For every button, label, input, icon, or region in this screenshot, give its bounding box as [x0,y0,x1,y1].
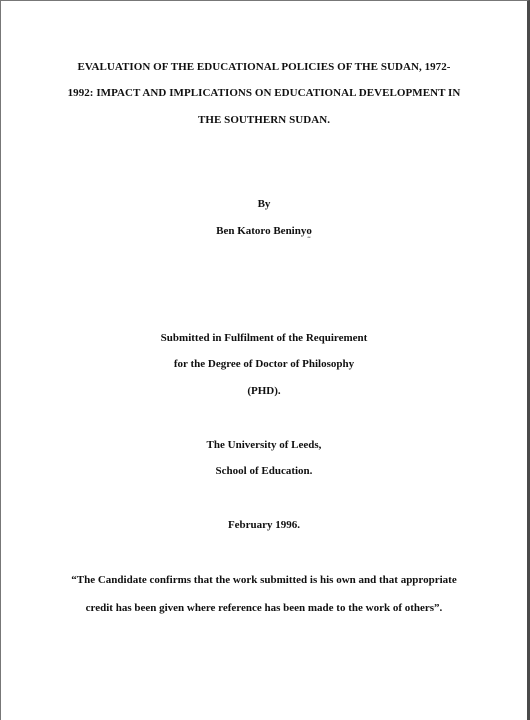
submission-line-3: (PHD). [247,385,281,397]
submission-line-1: Submitted in Fulfilment of the Requirement [160,332,368,344]
by-label: By [257,198,271,210]
submission-date: February 1996. [227,519,301,531]
institution-line-1: The University of Leeds, [206,439,322,451]
title-line-2: 1992: IMPACT AND IMPLICATIONS ON EDUCATIONAL DEVELOPMENT IN [67,87,461,99]
author-name: Ben Katoro Beninyo [216,225,312,237]
submission-line-2: for the Degree of Doctor of Philosophy [173,358,355,370]
title-line-3: THE SOUTHERN SUDAN. [197,114,331,126]
title-line-1: EVALUATION OF THE EDUCATIONAL POLICIES OF THE SUDAN, 1972- [77,61,451,73]
declaration-line-1: “The Candidate confirms that the work submitted is his own and that appropriate [71,574,457,586]
stray-mark: ‘‘ [307,235,312,243]
declaration-line-2: credit has been given where reference has been made to the work of others”. [85,602,443,614]
institution-line-2: School of Education. [215,465,313,477]
